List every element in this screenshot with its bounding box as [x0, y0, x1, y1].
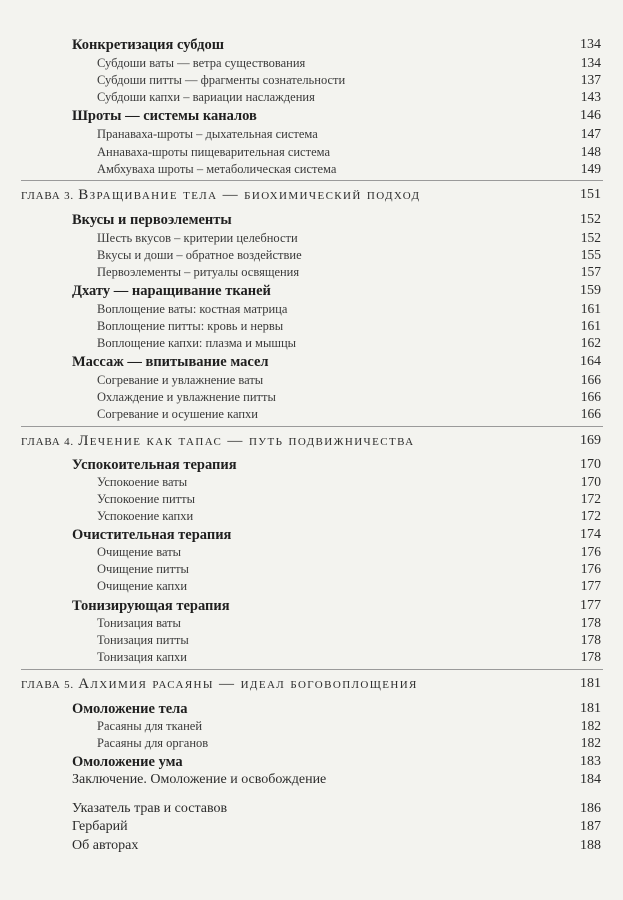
- page-number: 177: [580, 578, 601, 593]
- toc-subsection[interactable]: [0, 229, 623, 247]
- page-number: 146: [580, 108, 601, 123]
- page-number: 152: [580, 230, 601, 245]
- entry-title: Аннаваха-шроты пищеварительная система: [97, 145, 330, 159]
- entry-title: Вкусы и доши – обратное воздействие: [97, 248, 302, 262]
- entry-title: Конкретизация субдош: [72, 37, 225, 53]
- entry-title: Согревание и осушение капхи: [97, 407, 258, 421]
- toc-subsection[interactable]: [0, 300, 623, 318]
- toc-subsection[interactable]: [0, 160, 623, 178]
- toc-entry[interactable]: [0, 837, 623, 855]
- entry-title: Очистительная терапия: [72, 527, 232, 543]
- page-number: 147: [580, 126, 601, 141]
- entry-title: Воплощение ваты: костная матрица: [97, 302, 288, 316]
- page-number: 159: [580, 283, 601, 298]
- entry-title: Успокоение ваты: [97, 475, 188, 489]
- toc-subsection[interactable]: [0, 263, 623, 281]
- toc-subsection[interactable]: [0, 543, 623, 561]
- toc-subsection[interactable]: [0, 143, 623, 161]
- page-number: 188: [580, 838, 601, 853]
- page-number: 134: [580, 37, 601, 52]
- entry-title: Субдоши ваты — ветра существования: [97, 56, 306, 70]
- entry-title: Пранаваха-шроты – дыхательная система: [97, 127, 318, 141]
- entry-title: Об авторах: [72, 838, 139, 853]
- entry-title: Тонизация питты: [97, 633, 189, 647]
- entry-title: Субдоши капхи – вариации наслаждения: [97, 90, 315, 104]
- toc-subsection[interactable]: [0, 560, 623, 578]
- entry-title: Субдоши питты — фрагменты сознательности: [97, 73, 346, 87]
- entry-title: Гербарий: [72, 819, 128, 834]
- page-number: 149: [580, 161, 601, 176]
- entry-title: Шесть вкусов – критерии целебности: [97, 231, 298, 245]
- chapter-divider: [21, 180, 603, 181]
- toc-section[interactable]: [0, 700, 623, 718]
- entry-title: Охлаждение и увлажнение питты: [97, 390, 276, 404]
- entry-title: Расаяны для органов: [97, 736, 209, 750]
- entry-title: Дхату — наращивание тканей: [72, 283, 271, 299]
- page-number: 182: [580, 718, 601, 733]
- page-number: 183: [580, 754, 601, 769]
- toc-subsection[interactable]: [0, 371, 623, 389]
- page-number: 151: [580, 187, 601, 202]
- entry-title: Шроты — системы каналов: [72, 108, 257, 124]
- toc-subsection[interactable]: [0, 490, 623, 508]
- page-number: 148: [580, 144, 601, 159]
- chapter-label: ГЛАВА 5.: [21, 679, 74, 691]
- toc-subsection[interactable]: [0, 54, 623, 72]
- toc-subsection[interactable]: [0, 473, 623, 491]
- chapter-heading: [21, 432, 414, 451]
- toc-section[interactable]: [0, 36, 623, 54]
- toc-chapter[interactable]: [0, 675, 623, 693]
- entry-title: Заключение. Омоложение и освобождение: [72, 772, 327, 787]
- page-number: 162: [580, 335, 601, 350]
- toc-section[interactable]: [0, 597, 623, 615]
- page-number: 164: [580, 354, 601, 369]
- page-number: 169: [580, 433, 601, 448]
- toc-section[interactable]: [0, 526, 623, 544]
- chapter-divider: [21, 426, 603, 427]
- toc-subsection[interactable]: [0, 88, 623, 106]
- page-number: 137: [580, 72, 601, 87]
- page-number: 155: [580, 247, 601, 262]
- toc-section[interactable]: [0, 107, 623, 125]
- entry-title: Тонизация ваты: [97, 616, 181, 630]
- page-number: 177: [580, 598, 601, 613]
- entry-title: Вкусы и первоэлементы: [72, 212, 232, 228]
- entry-title: Первоэлементы – ритуалы освящения: [97, 265, 300, 279]
- page-number: 161: [580, 301, 601, 316]
- page-number: 187: [580, 819, 601, 834]
- toc-subsection[interactable]: [0, 734, 623, 752]
- entry-title: Омоложение ума: [72, 754, 183, 770]
- toc-subsection[interactable]: [0, 717, 623, 735]
- toc-subsection[interactable]: [0, 614, 623, 632]
- chapter-title: Алхимия расаяны — идеал боговоплощения: [78, 676, 418, 692]
- chapter-heading: [21, 186, 420, 205]
- chapter-label: ГЛАВА 3.: [21, 190, 74, 202]
- chapter-divider: [21, 669, 603, 670]
- page-number: 172: [580, 508, 601, 523]
- toc-section[interactable]: [0, 282, 623, 300]
- page-number: 186: [580, 801, 601, 816]
- page-number: 134: [580, 55, 601, 70]
- toc-subsection[interactable]: [0, 507, 623, 525]
- page-number: 182: [580, 735, 601, 750]
- page-number: 176: [580, 544, 601, 559]
- page-number: 184: [580, 772, 601, 787]
- entry-title: Очищение питты: [97, 562, 189, 576]
- chapter-heading: [21, 675, 418, 694]
- entry-title: Омоложение тела: [72, 701, 188, 717]
- toc-subsection[interactable]: [0, 631, 623, 649]
- chapter-label: ГЛАВА 4.: [21, 436, 74, 448]
- page-number: 181: [580, 676, 601, 691]
- entry-title: Очищение капхи: [97, 579, 188, 593]
- page-number: 176: [580, 561, 601, 576]
- page-number: 157: [580, 264, 601, 279]
- toc-subsection[interactable]: [0, 317, 623, 335]
- page-number: 178: [580, 632, 601, 647]
- entry-title: Успокоение питты: [97, 492, 195, 506]
- toc-entry[interactable]: [0, 771, 623, 789]
- chapter-title: Лечение как тапас — путь подвижничества: [78, 433, 415, 449]
- toc-chapter[interactable]: [0, 432, 623, 450]
- toc-subsection[interactable]: [0, 71, 623, 89]
- toc-chapter[interactable]: [0, 186, 623, 204]
- toc-subsection[interactable]: [0, 334, 623, 352]
- toc-subsection[interactable]: [0, 405, 623, 423]
- entry-title: Указатель трав и составов: [72, 801, 228, 816]
- toc-subsection[interactable]: [0, 388, 623, 406]
- entry-title: Массаж — впитывание масел: [72, 354, 269, 370]
- page-number: 143: [580, 89, 601, 104]
- page-number: 152: [580, 212, 601, 227]
- entry-title: Согревание и увлажнение ваты: [97, 373, 264, 387]
- page-number: 178: [580, 615, 601, 630]
- toc-section[interactable]: [0, 211, 623, 229]
- page-number: 172: [580, 491, 601, 506]
- page-number: 170: [580, 457, 601, 472]
- page-number: 178: [580, 649, 601, 664]
- page-number: 166: [580, 389, 601, 404]
- toc-section[interactable]: [0, 753, 623, 771]
- entry-title: Воплощение питты: кровь и нервы: [97, 319, 284, 333]
- toc-subsection[interactable]: [0, 246, 623, 264]
- entry-title: Воплощение капхи: плазма и мышцы: [97, 336, 297, 350]
- page-number: 181: [580, 701, 601, 716]
- toc-subsection[interactable]: [0, 648, 623, 666]
- page-number: 170: [580, 474, 601, 489]
- toc-section[interactable]: [0, 353, 623, 371]
- entry-title: Тонизирующая терапия: [72, 598, 230, 614]
- entry-title: Успокоительная терапия: [72, 457, 237, 473]
- entry-title: Очищение ваты: [97, 545, 182, 559]
- entry-title: Успокоение капхи: [97, 509, 194, 523]
- page-number: 166: [580, 406, 601, 421]
- page-number: 174: [580, 527, 601, 542]
- page-number: 166: [580, 372, 601, 387]
- page-number: 161: [580, 318, 601, 333]
- toc-entry[interactable]: [0, 800, 623, 818]
- entry-title: Амбхуваха шроты – метаболическая система: [97, 162, 337, 176]
- toc-entry[interactable]: [0, 818, 623, 836]
- toc-subsection[interactable]: [0, 577, 623, 595]
- chapter-title: Взращивание тела — биохимический подход: [78, 187, 421, 203]
- toc-section[interactable]: [0, 456, 623, 474]
- toc-subsection[interactable]: [0, 125, 623, 143]
- entry-title: Расаяны для тканей: [97, 719, 203, 733]
- entry-title: Тонизация капхи: [97, 650, 187, 664]
